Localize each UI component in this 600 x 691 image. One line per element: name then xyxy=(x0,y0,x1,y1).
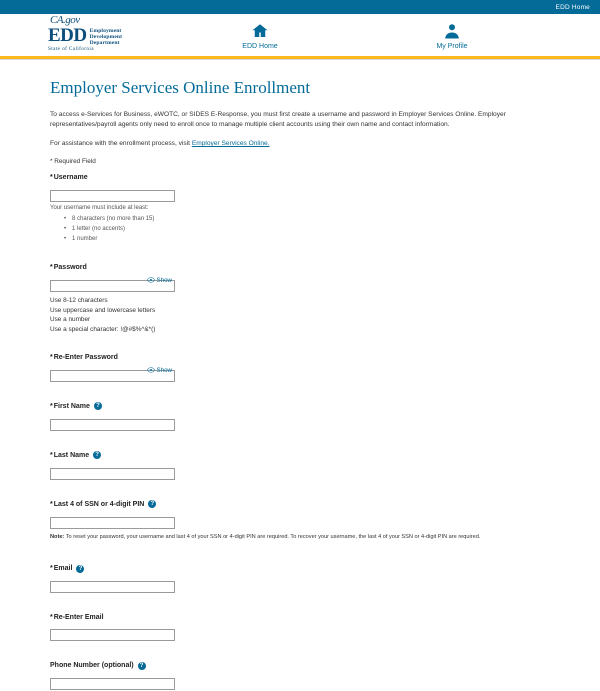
first-name-label xyxy=(50,402,550,410)
reenter-email-label xyxy=(50,614,550,621)
ssn-pin-required-marker: * xyxy=(50,500,53,508)
topbar-edd-home-link[interactable]: EDD Home xyxy=(555,3,590,11)
edd-logo-words xyxy=(90,26,122,46)
ssn-pin-note-text: To reset your password, your username and last 4 of your SSN or 4-digit PIN are required. To recover your username, the last 4 of your SSN or 4-digit PIN are required. xyxy=(64,534,481,540)
email-label xyxy=(50,565,550,573)
password-label-text: Password xyxy=(53,264,87,271)
user-icon xyxy=(443,22,461,40)
username-field-group xyxy=(50,174,550,244)
edd-logo-word-3: Department xyxy=(89,40,120,46)
first-name-label-text: First Name xyxy=(53,402,90,410)
last-name-required-marker: * xyxy=(50,451,53,459)
password-field-group xyxy=(50,264,550,334)
edd-logo-word-1: Employment xyxy=(89,28,122,34)
username-rules-list xyxy=(50,214,550,244)
header-edd-home-link[interactable] xyxy=(228,22,292,50)
username-hint: Your username must include at least: xyxy=(50,205,149,211)
header-my-profile-label: My Profile xyxy=(436,43,468,50)
ssn-pin-input[interactable] xyxy=(50,517,175,529)
phone-label xyxy=(50,662,550,670)
ssn-pin-label-text: Last 4 of SSN or 4-digit PIN xyxy=(53,500,145,508)
reenter-password-show-button[interactable] xyxy=(147,365,172,375)
username-required-marker: * xyxy=(50,174,53,181)
username-label xyxy=(50,174,550,181)
reenter-email-input[interactable] xyxy=(50,629,175,641)
password-show-label: Show xyxy=(156,276,172,284)
phone-input[interactable] xyxy=(50,678,175,690)
reenter-password-show-label: Show xyxy=(156,366,172,374)
reenter-password-required-marker: * xyxy=(50,354,53,361)
last-name-input[interactable] xyxy=(50,468,175,480)
password-required-marker: * xyxy=(50,264,53,271)
last-name-help-icon[interactable]: ? xyxy=(93,451,101,459)
password-rule: Use uppercase and lowercase letters xyxy=(50,306,156,314)
ssn-pin-field-group xyxy=(50,500,550,541)
ca-gov-logo-text: CA.gov xyxy=(50,14,80,26)
edd-logo-word-2: Development xyxy=(89,34,123,40)
password-rule: Use a number xyxy=(50,316,91,323)
email-input[interactable] xyxy=(50,581,175,593)
last-name-field-group xyxy=(50,451,550,480)
site-header xyxy=(0,14,600,56)
edd-logo-subtitle: State of California xyxy=(48,46,94,52)
email-required-marker: * xyxy=(50,565,53,573)
ssn-pin-label xyxy=(50,500,550,508)
password-rules-list xyxy=(50,296,550,334)
intro-paragraph: To access e-Services for Business, eWOTC, or SIDES E-Response, you must first create a username and password in Employer Services Online. Employer representatives/payroll agents only need to enroll once to manage multiple client accounts using their own name and contact information. xyxy=(50,111,506,128)
ssn-pin-note xyxy=(50,533,550,541)
username-label-text: Username xyxy=(53,174,88,181)
username-input[interactable] xyxy=(50,190,175,202)
password-label xyxy=(50,264,550,271)
ssn-pin-help-icon[interactable]: ? xyxy=(148,500,156,508)
first-name-field-group xyxy=(50,402,550,431)
first-name-help-icon[interactable]: ? xyxy=(94,402,102,410)
ssn-pin-note-prefix: Note: xyxy=(50,534,65,540)
reenter-password-label xyxy=(50,354,550,361)
main-content xyxy=(0,60,600,691)
email-field-group xyxy=(50,565,550,594)
first-name-required-marker: * xyxy=(50,402,53,410)
edd-logo-abbr: EDD xyxy=(48,25,87,46)
phone-field-group xyxy=(50,662,550,691)
assistance-paragraph xyxy=(50,140,550,147)
reenter-password-label-text: Re-Enter Password xyxy=(53,354,118,361)
eye-icon xyxy=(147,367,155,373)
utility-bar xyxy=(0,0,600,14)
employer-services-online-link[interactable]: Employer Services Online. xyxy=(191,140,270,147)
username-rule: • 1 letter (no accents) xyxy=(72,224,550,234)
username-rule: • 8 characters (no more than 15) xyxy=(72,214,550,224)
header-my-profile-link[interactable] xyxy=(420,22,484,50)
assistance-text: For assistance with the enrollment process, visit xyxy=(50,140,192,147)
phone-label-text: Phone Number (optional) xyxy=(50,662,134,670)
edd-logo[interactable] xyxy=(48,25,123,52)
home-icon xyxy=(251,22,269,40)
last-name-label-text: Last Name xyxy=(53,451,90,459)
email-label-text: Email xyxy=(53,565,73,573)
password-rule: Use 8-12 characters xyxy=(50,297,108,304)
reenter-password-field-group xyxy=(50,354,550,382)
reenter-email-label-text: Re-Enter Email xyxy=(53,613,104,621)
page-title: Employer Services Online Enrollment xyxy=(50,78,311,97)
last-name-label xyxy=(50,451,550,459)
eye-icon xyxy=(147,277,155,283)
header-edd-home-label: EDD Home xyxy=(242,43,278,50)
password-rule: Use a special character: !@#$%^&*() xyxy=(50,325,156,333)
reenter-email-required-marker: * xyxy=(50,613,53,621)
required-field-note: * Required Field xyxy=(50,158,96,165)
first-name-input[interactable] xyxy=(50,419,175,431)
username-rule: • 1 number xyxy=(72,234,550,244)
reenter-email-field-group xyxy=(50,614,550,642)
password-show-button[interactable] xyxy=(147,275,172,285)
phone-help-icon[interactable]: ? xyxy=(138,662,146,670)
email-help-icon[interactable]: ? xyxy=(76,565,84,573)
